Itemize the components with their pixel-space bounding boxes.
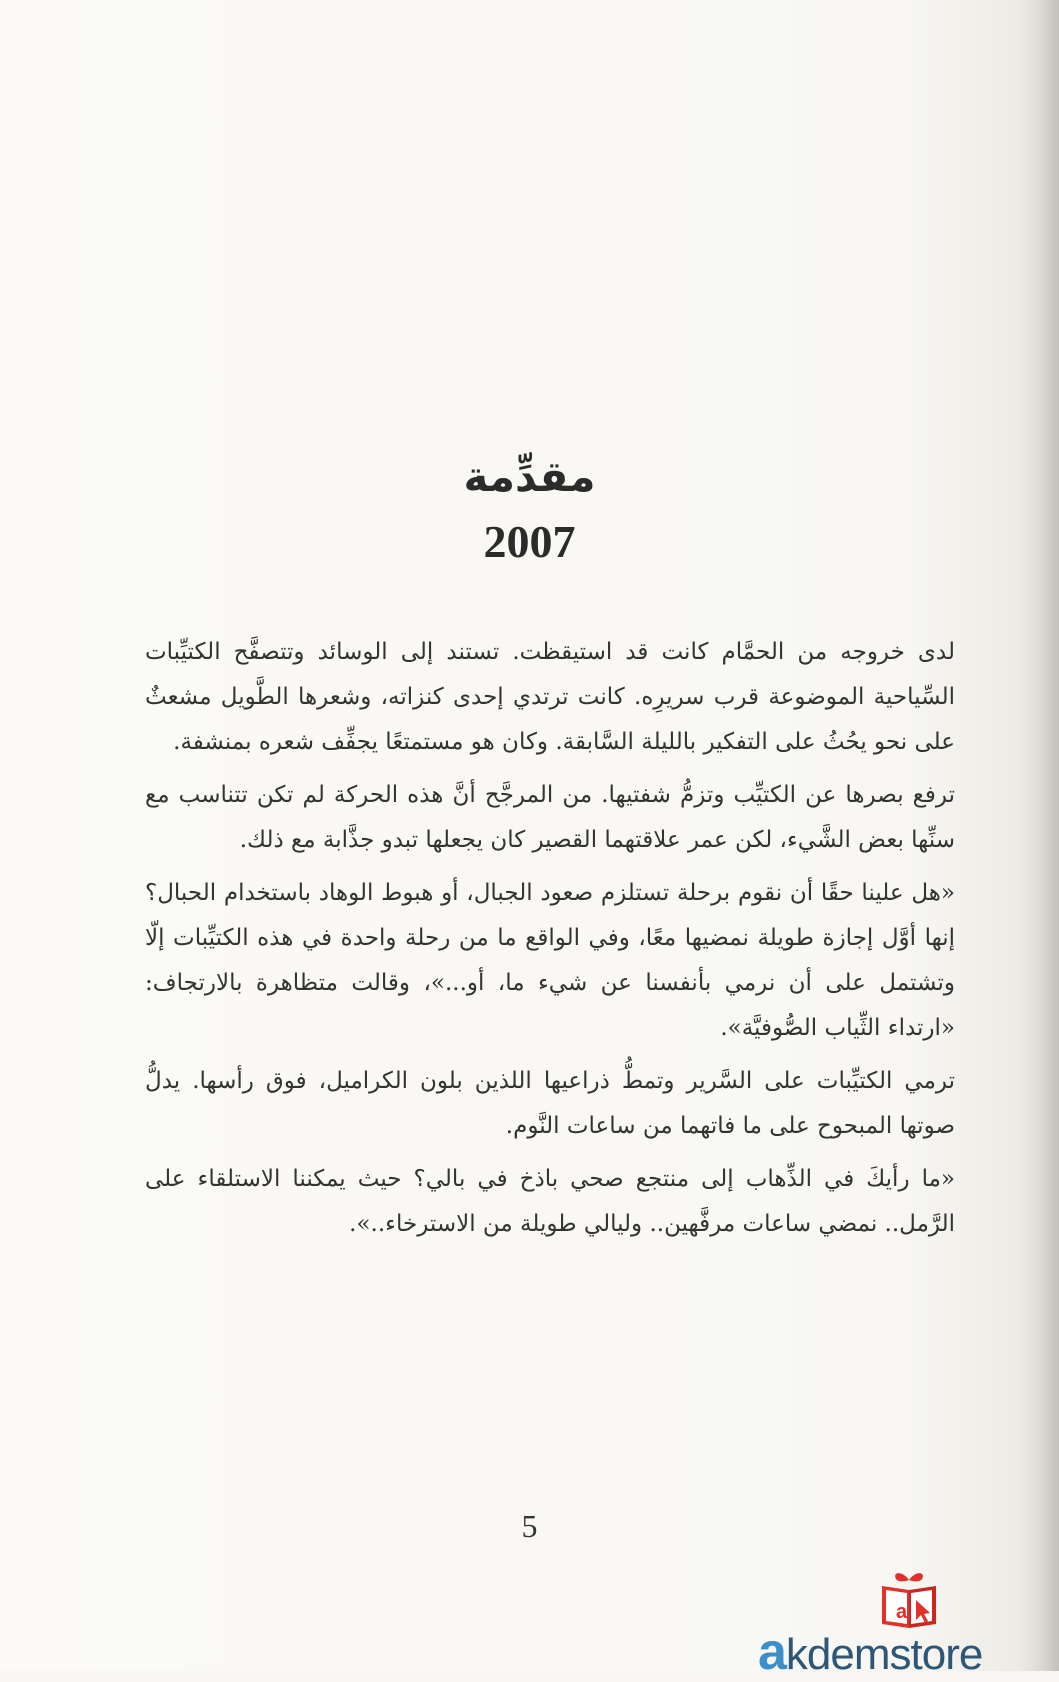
store-watermark-logo [758,1570,1058,1681]
store-name-first-letter: a [758,1623,786,1681]
chapter-year: 2007 [483,516,576,567]
paragraph: ترمي الكتيِّبات على السَّرير وتمطُّ ذراعيها اللذين بلون الكراميل، فوق رأسها. يدلُّ صوتها المبحوح على ما فاتهما من ساعات النَّوم. [145,1068,955,1139]
page-number: 5 [521,1508,538,1544]
store-name [758,1622,1058,1682]
body-text [145,630,955,1255]
paragraph: لدى خروجه من الحمَّام كانت قد استيقظت. تستند إلى الوسائد وتتصفَّح الكتيِّبات السِّياحية الموضوعة قرب سريرِه. كانت ترتدي إحدى كنزاته، وشعرها الطَّويل مشعثٌ على نحو يحُثُ على التفكير بالليلة السَّابقة. وكان هو مستمتعًا يجفِّف شعره بمنشفة. [145,639,955,755]
page-edge-shadow [1019,0,1059,1671]
store-name-rest: kdemstore [785,1630,983,1679]
paragraph: ترفع بصرها عن الكتيِّب وتزمُّ شفتيها. من المرجَّح أنَّ هذه الحركة لم تكن تتناسب مع سنِّها بعض الشَّيء، لكن عمر علاقتهما القصير كان يجعلها تبدو جذَّابة مع ذلك. [145,782,955,853]
svg-text:a: a [896,1601,908,1623]
chapter-title: مقدِّمة [463,452,596,501]
paragraph: «ما رأيكَ في الذِّهاب إلى منتجع صحي باذخ في بالي؟ حيث يمكننا الاستلقاء على الرَّمل.. نمضي ساعات مرفَّهين.. وليالي طويلة من الاسترخاء..». [145,1166,955,1237]
paragraph: «هل علينا حقًا أن نقوم برحلة تستلزم صعود الجبال، أو هبوط الوهاد باستخدام الحبال؟ إنها أوَّل إجازة طويلة نمضيها معًا، وفي الواقع ما من رحلة واحدة في هذه الكتيِّبات إلّا وتشتمل على أن نرمي بأنفسنا عن شيء ما، أو...»، وقالت متظاهرة بالارتجاف: «ارتداء الثِّياب الصُّوفيَّة». [145,880,955,1041]
